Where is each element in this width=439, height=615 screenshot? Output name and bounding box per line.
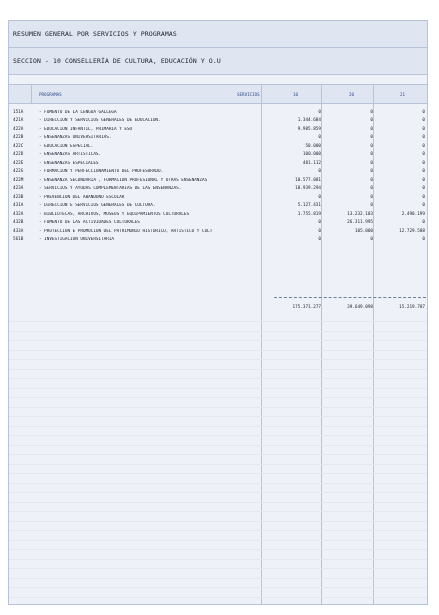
value-col-10: 9.985.859 [297, 126, 321, 132]
table-row [9, 117, 427, 126]
value-col-20: 0 [370, 143, 373, 149]
ruled-line [9, 559, 427, 560]
program-description: - FOMENTO DE LAS ACTIVIDADES CULTURALES [39, 220, 140, 225]
ruled-line [9, 587, 427, 588]
value-col-21: 0 [422, 169, 425, 174]
ruled-line [9, 492, 427, 493]
ruled-line [9, 331, 427, 332]
value-col-21: 0 [422, 109, 425, 115]
value-col-10: 0 [318, 169, 321, 174]
ruled-line [9, 435, 427, 436]
value-col-21: 0 [422, 194, 425, 200]
column-header [9, 84, 427, 104]
value-col-20: 13.232.103 [347, 211, 373, 217]
table-row [9, 227, 427, 236]
ruled-line [9, 473, 427, 474]
program-description: - EDUCACIÓN ESPECIAL. [39, 143, 94, 149]
table-row [9, 210, 427, 219]
total-col-21: 15.219.787 [399, 305, 425, 310]
value-col-21: 0 [422, 186, 425, 191]
value-col-20: 0 [370, 135, 373, 140]
value-col-10: 0 [318, 109, 321, 115]
ruled-line [9, 521, 427, 522]
program-description: - ENSEÑANZA SECUNDARIA , FORMACIÓN PROFESIONAL Y OTRAS ENSEÑANZAS [39, 177, 208, 183]
program-description: - ENSEÑANZAS UNIVERSITARIAS. [39, 135, 112, 140]
ruled-line [9, 321, 427, 322]
report-section: SECCION - 10 CONSELLERÍA DE CULTURA, EDUCACIÓN Y O.U [13, 57, 221, 65]
value-col-10: 5.127.431 [297, 203, 321, 208]
ruled-line [9, 530, 427, 531]
header-programas: PROGRAMAS [39, 92, 62, 97]
table-row [9, 108, 427, 117]
ruled-line [9, 359, 427, 360]
value-col-21: 0 [422, 203, 425, 208]
ruled-line [9, 597, 427, 598]
table-row [9, 193, 427, 202]
ruled-line [9, 416, 427, 417]
total-col-20: 39.649.098 [347, 305, 373, 310]
value-col-20: 0 [370, 194, 373, 200]
value-col-21: 0 [422, 220, 425, 225]
value-col-10: 0 [318, 194, 321, 200]
ruled-line [9, 445, 427, 446]
program-description: - INVESTIGACIÓN UNIVERSITARIA [39, 237, 115, 242]
value-col-21: 0 [422, 152, 425, 157]
value-col-10: 1.755.819 [297, 211, 321, 217]
ruled-line [9, 369, 427, 370]
value-col-20: 0 [370, 169, 373, 174]
total-col-10: 175.371.277 [292, 305, 321, 310]
program-code: 423B [13, 194, 24, 200]
ruled-line [9, 464, 427, 465]
table-row [9, 176, 427, 185]
ruled-line [9, 568, 427, 569]
report-title-band [9, 21, 427, 48]
table-row [9, 185, 427, 194]
ruled-line [9, 502, 427, 503]
program-code: 423A [13, 186, 24, 191]
column-divider [31, 84, 32, 104]
value-col-10: 0 [318, 135, 321, 140]
ruled-line [9, 511, 427, 512]
ruled-line [9, 549, 427, 550]
ruled-line [9, 388, 427, 389]
program-code: 422M [13, 177, 24, 183]
ruled-line [9, 578, 427, 579]
program-code: 433A [13, 228, 24, 234]
program-description: - FORMACIÓN Y PERFECCIONAMIENTO DEL PROFESORADO. [39, 169, 164, 174]
program-description: - ENSEÑANZAS ESPECIALES [39, 160, 99, 166]
value-col-21: 0 [422, 177, 425, 183]
totals-row [9, 305, 427, 314]
program-description: - FOMENTO DE LA LENGUA GALLEGA [39, 109, 117, 115]
value-col-20: 0 [370, 152, 373, 157]
table-row [9, 151, 427, 160]
program-description: - DIRECCIÓN E SERVICIOS GENERALES DE CULTURA. [39, 203, 156, 208]
program-code: 561B [13, 237, 24, 242]
value-col-21: 0 [422, 135, 425, 140]
value-col-20: 0 [370, 109, 373, 115]
report-page [8, 20, 428, 605]
value-col-20: 0 [370, 126, 373, 132]
program-code: 151A [13, 109, 24, 115]
report-title: RESUMEN GENERAL POR SERVICIOS Y PROGRAMAS [13, 30, 177, 38]
program-description: - BIBLIOTECAS, ARCHIVOS, MUSEOS Y EQUIPAMIENTOS CULTURALES [39, 211, 190, 217]
value-col-20: 0 [370, 237, 373, 242]
table-row [9, 236, 427, 245]
value-col-10: 481.112 [302, 160, 321, 166]
ruled-line [9, 350, 427, 351]
table-row [9, 168, 427, 177]
value-col-21: 0 [422, 160, 425, 166]
program-description: - PREVENCIÓN DEL ABANDONO ESCOLAR [39, 194, 125, 200]
value-col-10: 50.000 [305, 143, 321, 149]
table-row [9, 159, 427, 168]
value-col-20: 0 [370, 177, 373, 183]
totals-separator [274, 297, 426, 298]
value-col-10: 0 [318, 228, 321, 234]
value-col-10: 0 [318, 237, 321, 242]
ruled-line [9, 540, 427, 541]
program-code: 422B [13, 135, 24, 140]
header-col-10: 10 [293, 92, 299, 97]
ruled-line [9, 397, 427, 398]
program-description: - ENSEÑANZAS ARTÍSTICAS. [39, 152, 102, 157]
program-description: - PROTECCIÓN E PROMOCIÓN DEL PATRIMONIO HISTÓRICO, ARTÍSTICO Y CULT [39, 228, 213, 234]
value-col-10: 10.577.081 [295, 177, 321, 183]
value-col-10: 1.344.684 [297, 118, 321, 123]
program-description: - DIRECCIÓN Y SERVICIOS GENERALES DE EDUCACIÓN. [39, 118, 161, 123]
program-code: 432B [13, 220, 24, 225]
ruled-line [9, 407, 427, 408]
value-col-20: 0 [370, 118, 373, 123]
program-code: 422D [13, 152, 24, 157]
table-row [9, 219, 427, 228]
program-code: 422E [13, 160, 24, 166]
value-col-21: 12.729.588 [399, 228, 425, 234]
program-rows [9, 108, 427, 244]
program-code: 421A [13, 118, 24, 123]
program-code: 431A [13, 203, 24, 208]
table-row [9, 134, 427, 143]
ruled-line [9, 340, 427, 341]
value-col-20: 26.311.995 [347, 220, 373, 225]
ruled-line [9, 483, 427, 484]
value-col-10: 0 [318, 220, 321, 225]
header-col-20: 20 [349, 92, 355, 97]
program-description: - EDUCACIÓN INFANTIL, PRIMARIA Y ESO [39, 126, 133, 132]
ruled-line [9, 378, 427, 379]
value-col-21: 0 [422, 237, 425, 242]
program-code: 432A [13, 211, 24, 217]
value-col-20: 0 [370, 203, 373, 208]
header-col-21: 21 [400, 92, 406, 97]
program-description: - SERVICIOS Y AYUDAS COMPLEMENTARIAS DE LAS ENSEÑANZAS. [39, 186, 182, 191]
value-col-21: 2.490.199 [401, 211, 425, 217]
value-col-10: 18.939.294 [295, 186, 321, 191]
ruled-line [9, 454, 427, 455]
ruled-line [9, 426, 427, 427]
value-col-21: 0 [422, 143, 425, 149]
header-servicios: SERVICIOS [237, 92, 260, 97]
value-col-10: 100.000 [302, 152, 321, 157]
value-col-20: 0 [370, 186, 373, 191]
table-row [9, 202, 427, 211]
program-code: 422G [13, 169, 24, 174]
report-section-band [9, 48, 427, 75]
program-code: 422A [13, 126, 24, 132]
program-code: 422C [13, 143, 24, 149]
value-col-20: 105.000 [354, 228, 373, 234]
table-row [9, 125, 427, 134]
value-col-20: 0 [370, 160, 373, 166]
table-row [9, 142, 427, 151]
value-col-21: 0 [422, 118, 425, 123]
value-col-21: 0 [422, 126, 425, 132]
